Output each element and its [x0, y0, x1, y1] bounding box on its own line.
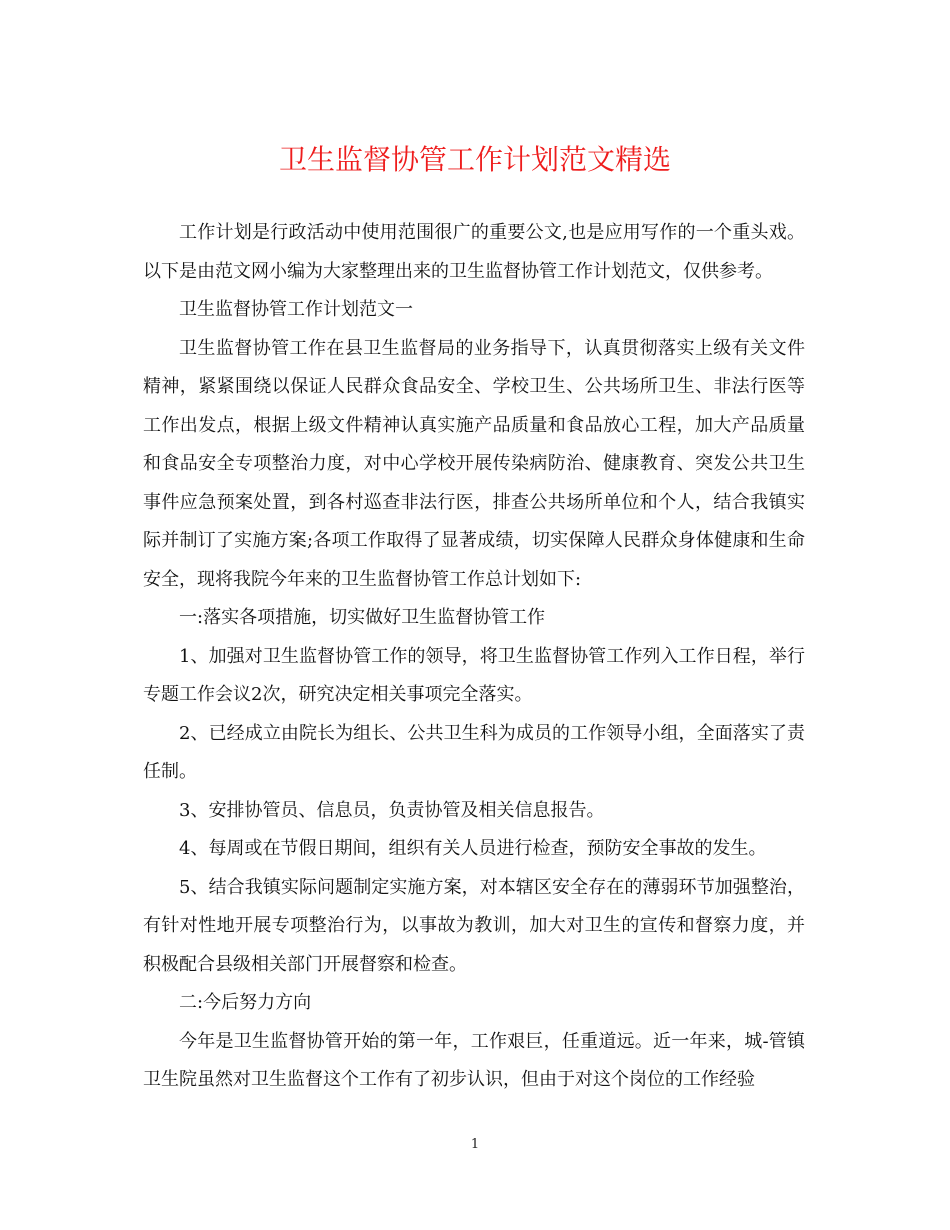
page-number: 1 — [470, 1137, 480, 1152]
list-item-5: 5、结合我镇实际问题制定实施方案，对本辖区安全存在的薄弱环节加强整治，有针对性地开展专项整治行为，以事故为教训，加大对卫生的宣传和督察力度，并积极配合县级相关部门开展督察和检查。 — [143, 876, 805, 975]
list-item-2: 2、已经成立由院长为组长、公共卫生科为成员的工作领导小组，全面落实了责任制。 — [143, 722, 805, 782]
intro-paragraph: 工作计划是行政活动中使用范围很广的重要公文,也是应用写作的一个重头戏。以下是由范文网小编为大家整理出来的卫生监督协管工作计划范文，仅供参考。 — [143, 222, 805, 282]
body-paragraph: 卫生监督协管工作在县卫生监督局的业务指导下，认真贯彻落实上级有关文件精神，紧紧围绕以保证人民群众食品安全、学校卫生、公共场所卫生、非法行医等工作出发点，根据上级文件精神认真实施产品质量和食品放心工程，加大产品质量和食品安全专项整治力度，对中心学校开展传染病防治、健康教育、突发公共卫生事件应急预案处置，到各村巡查非法行医，排查公共场所单位和个人，结合我镇实际并制订了实施方案;各项工作取得了显著成绩，切实保障人民群众身体健康和生命安全，现将我院今年来的卫生监督协管工作总计划如下: — [143, 337, 805, 590]
document-title: 卫生监督协管工作计划范文精选 — [278, 143, 671, 176]
list-item-4: 4、每周或在节假日期间，组织有关人员进行检查，预防安全事故的发生。 — [179, 838, 767, 859]
body-paragraph-future: 今年是卫生监督协管开始的第一年，工作艰巨，任重道远。近一年来，城-管镇卫生院虽然对卫生监督这个工作有了初步认识，但由于对这个岗位的工作经验 — [143, 1030, 805, 1090]
list-item-1: 1、加强对卫生监督协管工作的领导，将卫生监督协管工作列入工作日程，举行专题工作会议2次，研究决定相关事项完全落实。 — [143, 645, 805, 705]
section-heading-measures: 一:落实各项措施，切实做好卫生监督协管工作 — [179, 607, 546, 628]
section-heading-future: 二:今后努力方向 — [179, 992, 312, 1013]
document-body — [143, 214, 805, 1100]
section-heading-sample-one: 卫生监督协管工作计划范文一 — [179, 299, 413, 320]
list-item-3: 3、安排协管员、信息员，负责协管及相关信息报告。 — [179, 799, 605, 821]
